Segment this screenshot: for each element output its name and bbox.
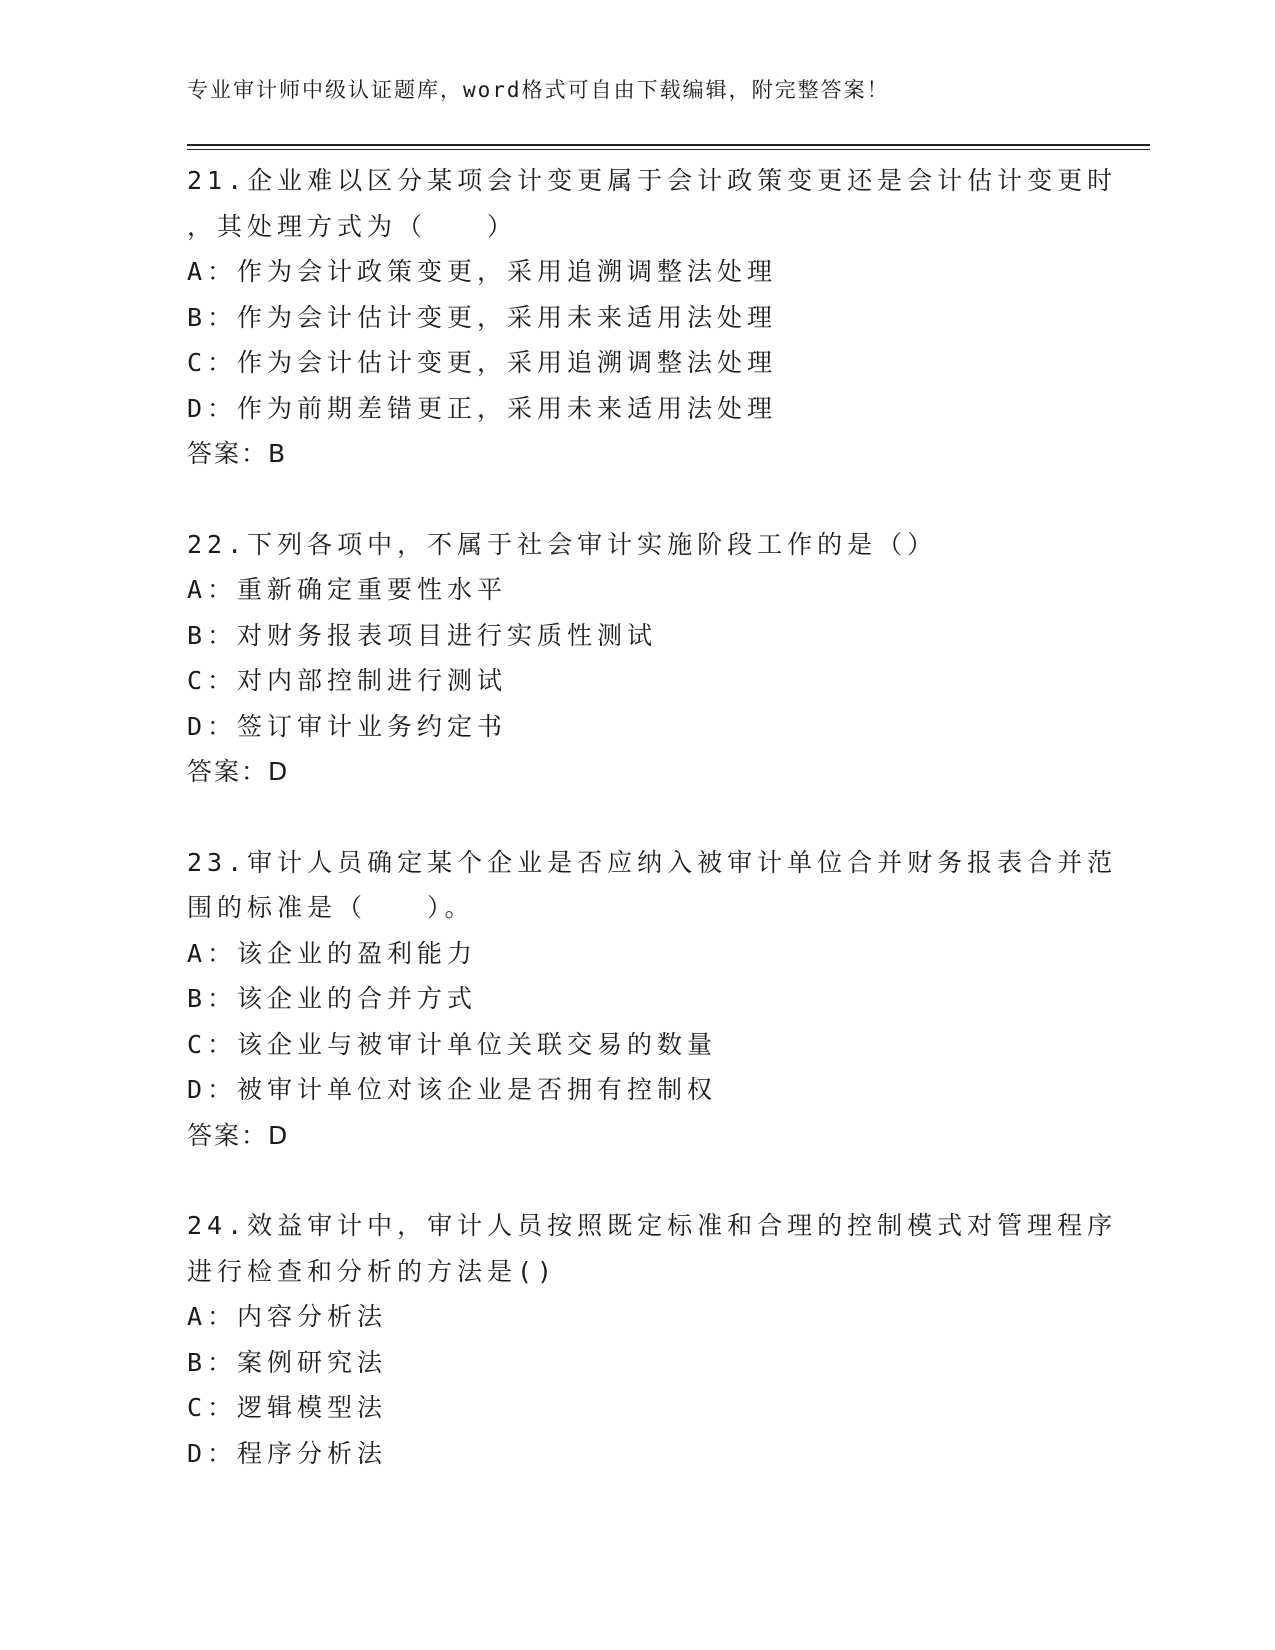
question-stem: 22.下列各项中，不属于社会审计实施阶段工作的是（） [187,529,938,559]
option-d: D：被审计单位对该企业是否拥有控制权 [187,1075,718,1104]
option-d: D：程序分析法 [187,1438,388,1468]
header-rule [187,144,1150,150]
question-24 [187,1203,1118,1476]
option-a: A：重新确定重要性水平 [187,575,508,604]
option-c: C：对内部控制进行测试 [187,666,508,695]
question-stem: 进行检查和分析的方法是() [187,1256,558,1286]
question-stem: 21.企业难以区分某项会计变更属于会计政策变更还是会计估计变更时 [187,166,1118,195]
answer: 答案：B [187,439,288,468]
option-b: B：作为会计估计变更，采用未来适用法处理 [187,302,778,332]
option-b: B：对财务报表项目进行实质性测试 [187,620,658,650]
question-stem: 24.效益审计中，审计人员按照既定标准和合理的控制模式对管理程序 [187,1211,1118,1240]
question-21 [187,158,1118,477]
option-c: C：逻辑模型法 [187,1393,388,1422]
option-a: A：内容分析法 [187,1302,388,1331]
page-header: 专业审计师中级认证题库，word格式可自由下载编辑，附完整答案！ [187,78,890,102]
option-a: A：作为会计政策变更，采用追溯调整法处理 [187,257,778,286]
question-stem: 围的标准是（ ）。 [187,893,475,922]
option-d: D：签订审计业务约定书 [187,711,508,741]
question-stem: ，其处理方式为（ ） [187,211,518,241]
answer: 答案：D [187,1120,290,1150]
option-b: B：该企业的合并方式 [187,984,478,1013]
question-22 [187,522,1087,795]
option-d: D：作为前期差错更正，采用未来适用法处理 [187,393,778,423]
question-list [187,158,1118,1521]
question-23 [187,840,1118,1159]
option-c: C：作为会计估计变更，采用追溯调整法处理 [187,348,778,377]
option-c: C：该企业与被审计单位关联交易的数量 [187,1029,718,1059]
option-b: B：案例研究法 [187,1347,388,1377]
answer: 答案：D [187,757,290,786]
question-stem: 23.审计人员确定某个企业是否应纳入被审计单位合并财务报表合并范 [187,847,1118,877]
option-a: A：该企业的盈利能力 [187,938,478,968]
